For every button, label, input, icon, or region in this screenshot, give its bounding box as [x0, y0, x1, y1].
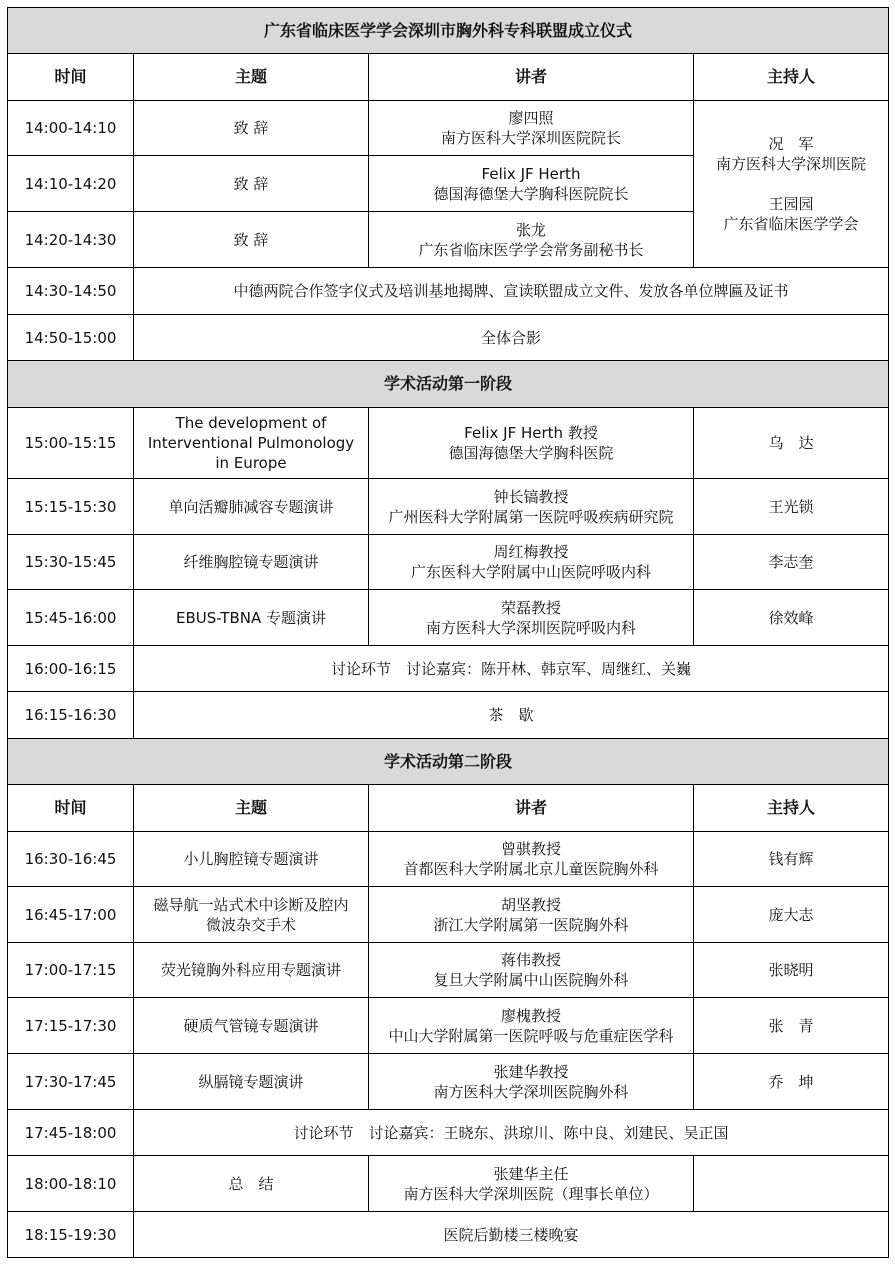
- topic-cell: [134, 887, 369, 943]
- speaker-line: 曾骐教授: [500, 840, 561, 858]
- time-cell: 14:50-15:00: [8, 315, 134, 361]
- topic-line: in Europe: [215, 454, 287, 472]
- topic-line: 硬质气管镜专题演讲: [183, 1016, 319, 1035]
- topic-line: 磁导航一站式术中诊断及腔内: [153, 895, 349, 914]
- table-row: [8, 646, 889, 692]
- speaker-cell: [369, 998, 694, 1054]
- speaker-line: 南方医科大学深圳医院胸外科: [433, 1082, 629, 1101]
- host-line: 王园园: [768, 195, 814, 213]
- speaker-line: 广州医科大学附属第一医院呼吸疾病研究院: [388, 507, 674, 526]
- table-row: [8, 361, 889, 408]
- speaker-cell: [369, 479, 694, 535]
- host-cell: 张晓明: [694, 943, 889, 998]
- topic-cell: 致 辞: [134, 212, 369, 268]
- speaker-line: Felix JF Herth: [481, 164, 581, 183]
- speaker-line: 德国海德堡大学胸科医院院长: [433, 184, 629, 203]
- topic-line: EBUS-TBNA 专题演讲: [175, 608, 326, 627]
- speaker-line: 南方医科大学深圳医院院长: [440, 129, 621, 147]
- host-cell: 徐效峰: [694, 590, 889, 646]
- speaker-cell: [369, 590, 694, 646]
- time-cell: 15:45-16:00: [8, 590, 134, 646]
- header-topic: 主题: [134, 785, 369, 832]
- speaker-line: 浙江大学附属第一医院胸外科: [433, 915, 629, 934]
- host-cell: 庞大志: [694, 887, 889, 943]
- header-topic: 主题: [134, 54, 369, 101]
- time-cell: 14:30-14:50: [8, 268, 134, 315]
- speaker-line: 张建华教授: [493, 1062, 569, 1081]
- table-row: [8, 101, 889, 156]
- speaker-line: 廖四照: [508, 109, 554, 127]
- topic-line: 小儿胸腔镜专题演讲: [183, 850, 319, 868]
- header-speaker: 讲者: [369, 54, 694, 101]
- topic-cell: 总 结: [134, 1156, 369, 1212]
- table-row: [8, 315, 889, 361]
- table-row: [8, 1212, 889, 1258]
- time-cell: 17:00-17:15: [8, 943, 134, 998]
- table-row: [8, 1110, 889, 1156]
- speaker-line: 首都医科大学附属北京儿童医院胸外科: [403, 860, 659, 878]
- speaker-cell: [369, 535, 694, 590]
- speaker-line: 中山大学附属第一医院呼吸与危重症医学科: [388, 1026, 674, 1045]
- topic-cell: 致 辞: [134, 156, 369, 212]
- time-cell: 17:30-17:45: [8, 1054, 134, 1110]
- host-cell: 张 青: [694, 998, 889, 1054]
- topic-line: 微波杂交手术: [205, 915, 296, 934]
- speaker-cell: [369, 832, 694, 887]
- host-line: 况 军: [768, 135, 814, 153]
- time-cell: 15:30-15:45: [8, 535, 134, 590]
- header-time: 时间: [8, 785, 134, 832]
- topic-cell: [134, 1054, 369, 1110]
- speaker-line: 广东省临床医学学会常务副秘书长: [418, 240, 644, 259]
- header-host: 主持人: [694, 785, 889, 832]
- time-cell: 14:00-14:10: [8, 101, 134, 156]
- time-cell: 18:15-19:30: [8, 1212, 134, 1258]
- topic-cell: 致 辞: [134, 101, 369, 156]
- table-row: [8, 887, 889, 943]
- section-title: 学术活动第二阶段: [8, 739, 889, 785]
- speaker-line: 周红梅教授: [493, 543, 569, 561]
- table-row: [8, 408, 889, 479]
- time-cell: 14:20-14:30: [8, 212, 134, 268]
- topic-line: 单向活瓣肺减容专题演讲: [168, 497, 334, 516]
- table-row: [8, 739, 889, 785]
- topic-line: 纤维胸腔镜专题演讲: [183, 553, 319, 571]
- topic-cell: [134, 943, 369, 998]
- speaker-line: 蒋伟教授: [500, 951, 561, 969]
- activity-cell: 讨论环节 讨论嘉宾：陈开林、韩京军、周继红、关巍: [134, 646, 889, 692]
- header-time: 时间: [8, 54, 134, 101]
- host-cell: [694, 1156, 889, 1212]
- speaker-cell: [369, 408, 694, 479]
- table-row: [8, 785, 889, 832]
- table-row: [8, 268, 889, 315]
- topic-line: The development of: [175, 414, 327, 432]
- activity-cell: 中德两院合作签字仪式及培训基地揭牌、宣读联盟成立文件、发放各单位牌匾及证书: [134, 268, 889, 315]
- header-host: 主持人: [694, 54, 889, 101]
- activity-cell: 全体合影: [134, 315, 889, 361]
- host-cell: 乌 达: [694, 408, 889, 479]
- speaker-line: Felix JF Herth 教授: [464, 424, 598, 442]
- time-cell: 15:00-15:15: [8, 408, 134, 479]
- topic-cell: [134, 479, 369, 535]
- host-cell: 乔 坤: [694, 1054, 889, 1110]
- topic-cell: [134, 832, 369, 887]
- table-row: [8, 479, 889, 535]
- topic-line: Interventional Pulmonology: [147, 434, 355, 452]
- table-row: [8, 8, 889, 54]
- speaker-line: 胡坚教授: [500, 895, 561, 914]
- section-title: 广东省临床医学学会深圳市胸外科专科联盟成立仪式: [8, 8, 889, 54]
- time-cell: 16:30-16:45: [8, 832, 134, 887]
- table-row: [8, 1054, 889, 1110]
- activity-cell: 医院后勤楼三楼晚宴: [134, 1212, 889, 1258]
- time-cell: 16:45-17:00: [8, 887, 134, 943]
- activity-cell: 讨论环节 讨论嘉宾：王晓东、洪琼川、陈中良、刘建民、吴正国: [134, 1110, 889, 1156]
- host-cell: 李志奎: [694, 535, 889, 590]
- speaker-line: 南方医科大学深圳医院呼吸内科: [425, 618, 636, 637]
- table-row: [8, 590, 889, 646]
- speaker-line: 南方医科大学深圳医院（理事长单位）: [403, 1184, 659, 1203]
- speaker-cell: [369, 1054, 694, 1110]
- speaker-line: 张龙: [515, 220, 546, 239]
- host-line: 广东省临床医学学会: [723, 215, 859, 233]
- speaker-cell: [369, 156, 694, 212]
- table-row: [8, 535, 889, 590]
- speaker-cell: [369, 101, 694, 156]
- time-cell: 15:15-15:30: [8, 479, 134, 535]
- speaker-cell: [369, 887, 694, 943]
- speaker-cell: [369, 212, 694, 268]
- topic-line: 纵膈镜专题演讲: [198, 1072, 304, 1091]
- speaker-line: 复旦大学附属中山医院胸外科: [433, 971, 629, 989]
- topic-cell: [134, 590, 369, 646]
- speaker-cell: [369, 1156, 694, 1212]
- table-row: [8, 54, 889, 101]
- header-speaker: 讲者: [369, 785, 694, 832]
- topic-cell: [134, 535, 369, 590]
- speaker-cell: [369, 943, 694, 998]
- host-cell: 钱有辉: [694, 832, 889, 887]
- speaker-line: 广东医科大学附属中山医院呼吸内科: [410, 563, 651, 581]
- table-row: [8, 832, 889, 887]
- table-row: [8, 1156, 889, 1212]
- time-cell: 17:45-18:00: [8, 1110, 134, 1156]
- host-cell: [694, 101, 889, 268]
- speaker-line: 廖槐教授: [500, 1006, 561, 1025]
- speaker-line: 钟长镐教授: [493, 487, 569, 506]
- time-cell: 17:15-17:30: [8, 998, 134, 1054]
- host-cell: 王光锁: [694, 479, 889, 535]
- speaker-line: 荣磊教授: [500, 598, 561, 617]
- host-line: 南方医科大学深圳医院: [716, 155, 867, 173]
- topic-line: 荧光镜胸外科应用专题演讲: [160, 961, 341, 979]
- section-title: 学术活动第一阶段: [8, 361, 889, 408]
- table-row: [8, 943, 889, 998]
- time-cell: 16:15-16:30: [8, 692, 134, 739]
- table-row: [8, 692, 889, 739]
- table-row: [8, 998, 889, 1054]
- topic-cell: [134, 408, 369, 479]
- topic-cell: [134, 998, 369, 1054]
- speaker-line: 张建华主任: [493, 1164, 569, 1183]
- schedule-table: [7, 7, 889, 1258]
- time-cell: 18:00-18:10: [8, 1156, 134, 1212]
- time-cell: 16:00-16:15: [8, 646, 134, 692]
- speaker-line: 德国海德堡大学胸科医院: [448, 444, 614, 462]
- activity-cell: 茶 歇: [134, 692, 889, 739]
- time-cell: 14:10-14:20: [8, 156, 134, 212]
